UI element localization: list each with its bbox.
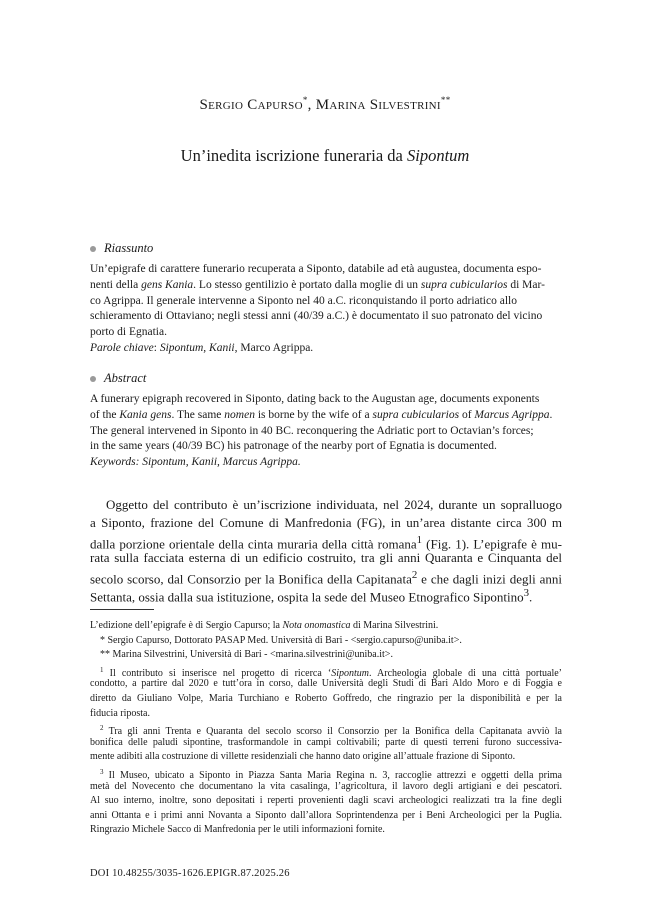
text-line: L’edizione dell’epigrafe è di Sergio Capurso; la Nota onomastica di Marina Silvestrini. (90, 620, 439, 631)
title-text: Un’inedita iscrizione funeraria da (180, 146, 407, 165)
footnote-ref: 1 (416, 533, 423, 546)
footnote-ref: 1 (100, 665, 104, 674)
text-line: $^2$ Tra gli anni Trenta e Quaranta del secolo scorso il Consorzio per la Bonifica della Capitanata avviò la (100, 724, 562, 738)
author-separator: , (307, 97, 312, 113)
footnote-ref: 3 (100, 767, 104, 776)
text-line: mente adibiti alla costruzione di villette residenziali che hanno dato origine all’attuale frazione di Siponto. (90, 751, 516, 763)
text-line: diretto da Giuliano Volpe, Maria Turchiano e Roberto Goffredo, che ringrazio per la disponibilità e per la (90, 692, 562, 704)
text-line: $^1$ Il contributo si inserisce nel progetto di ricerca ‘Sipontum. Archeologia globale di una città portuale’ (100, 665, 562, 679)
author-name: Sergio Capurso (199, 97, 303, 113)
author-name: Marina Silvestrini (315, 97, 441, 113)
paper-title (0, 146, 650, 166)
italic-run: nomen (224, 408, 255, 421)
author-note-mark: * (302, 95, 308, 105)
text-line: A funerary epigraph recovered in Siponto, dating back to the Augustan age, documents exponents (90, 393, 540, 405)
italic-run: Sipontum (331, 667, 369, 679)
text-line: The general intervened in Siponto in 40 BC. reconquering the Adriatic port to Octavian’s forces; (90, 424, 534, 437)
text-line: Settanta, ossia dalla sua istituzione, ospita la sede del Museo Etnografico Sipontino$^3$. (90, 586, 533, 605)
text-line: Oggetto del contributo è un’iscrizione individuata, nel 2024, durante un sopralluogo (106, 497, 562, 512)
keywords-text: Sipontum, Kanii, Marcus Agrippa. (142, 456, 301, 468)
text-line: Al suo interno, inoltre, sono depositati i reperti provenienti dagli scavi archeologici realizzati tra la fine degli (90, 795, 562, 807)
text-line: in the same years (40/39 BC) his patronage of the nearby port of Egnatia is documented. (90, 440, 497, 453)
text-line: metà del Novecento che documentano la vita casalinga, l’agricoltura, il lavoro degli artigiani e dei pescatori. (90, 780, 562, 792)
text-line: bonifica delle paludi sipontine, trasformandole in campi coltivabili; parte di questi terreni furono successiva- (90, 736, 562, 748)
italic-run: Marcus Agrippa (474, 408, 550, 421)
keywords-italic: Sipontum, Kanii (159, 342, 235, 354)
doi: DOI 10.48255/3035-1626.EPIGR.87.2025.26 (90, 868, 290, 879)
text-line: $^3$ Il Museo, ubicato a Siponto in Piazza Santa Maria Regina n. 3, raccoglie attrezzi e oggetti della prima (100, 767, 562, 781)
text-line: * Sergio Capurso, Dottorato PASAP Med. Università di Bari - <sergio.capurso@uniba.it>. (100, 634, 462, 646)
text-line: fiducia riposta. (90, 707, 150, 719)
italic-run: gens Kania (141, 278, 194, 291)
text-line: secolo scorso, dal Consorzio per la Bonifica della Capitanata$^2$ e che dagli inizi degli anni (90, 569, 562, 587)
keywords-label: Keywords (90, 456, 136, 468)
body-paragraph (90, 496, 562, 603)
text-line: nenti della gens Kania. Lo stesso gentilizio è portato dalla moglie di un supra cubicularios di Mar- (90, 278, 545, 291)
italic-run: supra cubicularios (372, 408, 460, 421)
riassunto-keywords: Parole chiave: Sipontum, Kanii, Marco Agrippa. (90, 342, 314, 354)
text-line: porto di Egnatia. (90, 326, 167, 339)
text-line: co Agrippa. Il generale intervenne a Siponto nel 40 a.C. riconquistando il porto adriatico allo (90, 294, 517, 307)
abstract-keywords: Keywords: Sipontum, Kanii, Marcus Agrippa. (90, 456, 301, 468)
riassunto-heading (90, 241, 153, 256)
footnote-ref: 3 (523, 586, 530, 599)
text-line: Un’epigrafe di carattere funerario recuperata a Siponto, databile ad età augustea, documenta espo- (90, 263, 542, 275)
riassunto-heading-text: Riassunto (104, 241, 154, 255)
text-line: anni Ottanta e i primi anni Novanta a Siponto dall’allora Soprintendenza per i Beni Archeologici per la Puglia. (90, 809, 562, 821)
text-line: dalla porzione orientale della cinta muraria della città romana$^1$ (Fig. 1). L’epigrafe è mu- (90, 533, 562, 551)
italic-run: supra cubicularios (420, 278, 508, 291)
bullet-icon (90, 376, 96, 382)
footnote-ref: 2 (411, 569, 418, 582)
text-line: of the Kania gens. The same nomen is borne by the wife of a supra cubicularios of Marcus Agrippa. (90, 408, 553, 421)
author-note-mark: ** (440, 95, 451, 105)
footnotes (90, 619, 562, 838)
footnote-divider (90, 609, 154, 610)
italic-run: Nota onomastica (282, 620, 351, 631)
footnote-ref: 2 (100, 724, 104, 733)
riassunto-text (90, 262, 562, 341)
abstract-heading-text: Abstract (104, 371, 147, 385)
keywords-rest: , Marco Agrippa. (234, 342, 314, 354)
keywords-label: Parole chiave (90, 342, 154, 354)
author-line (0, 95, 650, 114)
italic-run: Kania gens (119, 408, 172, 421)
text-line: ** Marina Silvestrini, Università di Bari - <marina.silvestrini@uniba.it>. (100, 649, 393, 661)
text-line: a Siponto, frazione del Comune di Manfredonia (FG), in un’area distante circa 300 m (90, 514, 562, 530)
text-line: rata sulla facciata esterna di un edificio costruito, tra gli anni Quaranta e Cinquanta del (90, 550, 562, 566)
text-line: schieramento di Ottaviano; negli stessi anni (40/39 a.C.) è documentato il suo patronato del vicino (90, 310, 543, 323)
text-line: condotto, a partire dal 2020 e tutt’ora in corso, dalle Università degli Studi di Bari Aldo Moro e di Foggia e (90, 678, 562, 690)
text-line: Ringrazio Michele Sacco di Manfredonia per le utili informazioni fornite. (90, 824, 385, 836)
bullet-icon (90, 246, 96, 252)
abstract-heading (90, 371, 146, 386)
title-italic: Sipontum (406, 146, 470, 165)
abstract-text (90, 392, 562, 455)
